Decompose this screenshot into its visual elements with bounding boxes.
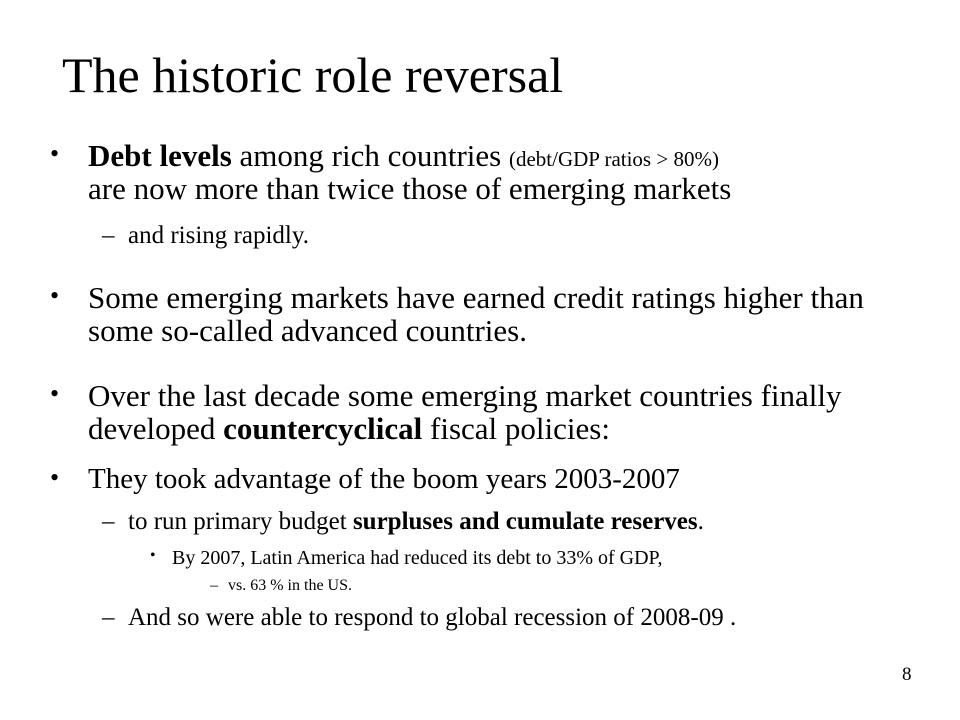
sub-sub-bullet-latin-america — [150, 547, 663, 570]
sub-bullet-respond — [102, 604, 737, 632]
bullet-debt-levels — [50, 138, 908, 206]
bullet-small-note: (debt/GDP ratios > 80%) — [508, 147, 719, 171]
bullet-boom-years — [50, 463, 908, 495]
sub-bullet-text: And so were able to respond to global recession of 2008-09 . — [128, 604, 737, 631]
sub-bullet-text: to run primary budget — [128, 508, 353, 535]
sub-sub-sub-bullet-text: vs. 63 % in the US. — [228, 577, 352, 594]
bullet-text-cont: are now more than twice those of emerging markets — [88, 170, 732, 206]
bullet-dot: • — [50, 281, 60, 310]
sub-bullet-surpluses — [102, 508, 704, 536]
bullet-text: Some emerging markets have earned credit ratings higher than some so-called advanced countries. — [88, 280, 864, 348]
slide-title: The historic role reversal — [62, 47, 564, 103]
bullet-text: among rich countries — [231, 138, 509, 173]
bullet-dot: • — [50, 379, 60, 408]
sub-sub-sub-bullet-us — [210, 577, 352, 595]
bullet-text: Over the last decade some emerging market countries finally developed — [88, 378, 842, 446]
bullet-bold-debt-levels: Debt levels — [88, 138, 232, 173]
dash-marker: – — [102, 604, 115, 631]
sub-bullet-end: . — [697, 508, 704, 535]
bullet-text: They took advantage of the boom years 2003-2007 — [88, 463, 680, 495]
bullet-credit-ratings — [50, 280, 908, 348]
bullet-dot: • — [50, 463, 60, 492]
bullet-countercyclical — [50, 378, 908, 446]
dash-marker: – — [210, 577, 218, 594]
dash-marker: – — [102, 508, 115, 535]
bullet-dot: • — [50, 139, 60, 168]
sub-bullet-bold: surpluses and cumulate reserves — [352, 508, 698, 535]
dash-marker: – — [102, 222, 115, 249]
bullet-dot: • — [150, 547, 156, 564]
sub-bullet-rising — [102, 222, 309, 250]
sub-bullet-text: and rising rapidly. — [128, 222, 309, 249]
bullet-bold-countercyclical: countercyclical — [223, 410, 423, 446]
bullet-text-end: fiscal policies: — [422, 410, 610, 446]
sub-sub-bullet-text: By 2007, Latin America had reduced its debt to 33% of GDP, — [172, 547, 663, 569]
page-number: 8 — [902, 664, 912, 685]
